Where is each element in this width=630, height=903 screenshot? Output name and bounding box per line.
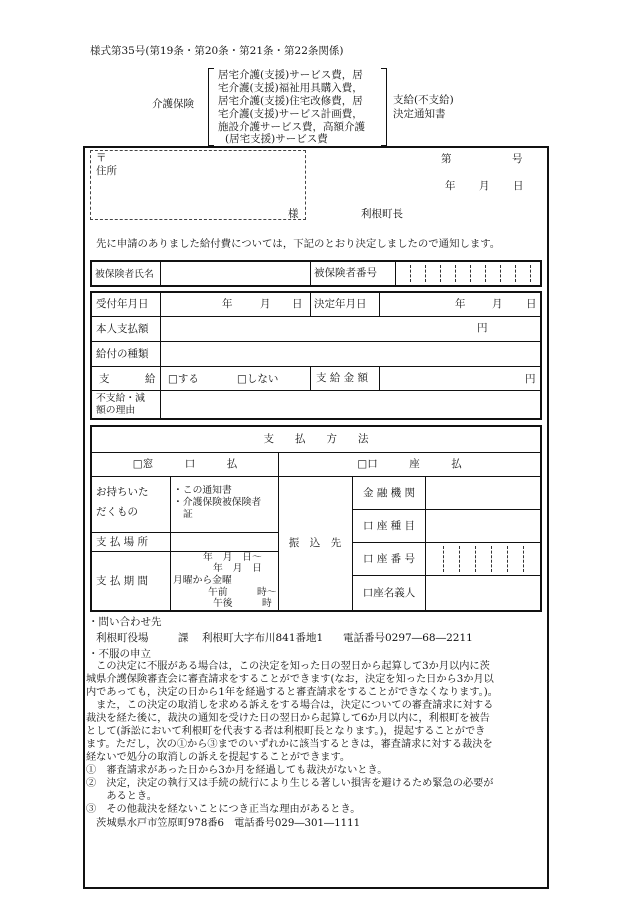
self-pay-yen: 円: [477, 322, 488, 334]
payment-label: 給: [145, 373, 156, 385]
objection-line: 内であっても，決定の日から1年を経過すると審査請求をすることができなくなります。)。: [86, 687, 498, 698]
intro-text: 先に申請のありました給付費については，下記のとおり決定しましたので通知します。: [96, 238, 501, 250]
objection-line: ① 審査請求があった日から3か月を経過しても裁決がないとき。: [86, 765, 388, 776]
objection-line: あるとき。: [86, 791, 157, 802]
payment-no-checkbox[interactable]: □しない: [237, 373, 279, 385]
objection-line: ③ その他裁決を経ないことにつき正当な理由があるとき。: [86, 804, 361, 815]
number-suffix: 号: [512, 153, 523, 165]
address-label: 住所: [96, 165, 117, 177]
account-holder-label: 口座名義人: [362, 586, 416, 599]
receipt-month: 月: [260, 298, 271, 310]
objection-line: ② 決定，決定の執行又は手続の続行により生じる著しい損害を避けるため緊急の必要が: [86, 778, 494, 789]
bring-item: ・介護保険被保険者: [173, 497, 262, 508]
title-service-line: 居宅介護(支援)住宅改修費，居: [218, 95, 363, 107]
benefit-type-label: 給付の種類: [96, 347, 149, 360]
transfer-label: 振 込 先: [288, 537, 342, 549]
receipt-date-label: 受付年月日: [96, 298, 149, 310]
period-line: 年 月 日～: [203, 552, 262, 563]
amount-label: 支 給 金 額: [316, 372, 369, 384]
insured-number-label: 被保険者番号: [314, 267, 377, 279]
account-payment-option[interactable]: □口 座 払: [357, 458, 462, 470]
window-payment-option[interactable]: □窓 口 払: [132, 458, 238, 470]
decision-date-label: 決定年月日: [314, 298, 367, 310]
title-service-line: 宅介護(支援)福祉用具購入費，: [218, 82, 363, 94]
amount-yen: 円: [525, 373, 536, 385]
bring-item: ・この通知書: [173, 485, 232, 496]
payment-label: 支: [99, 373, 110, 385]
receipt-day: 日: [292, 298, 303, 310]
bank-label: 金 融 機 関: [362, 486, 415, 499]
title-service-line: 施設介護サービス費，高額介護: [218, 121, 365, 133]
period-line: 午後 時: [213, 598, 272, 609]
honorific: 様: [288, 208, 299, 220]
payment-method-table: [90, 425, 542, 612]
title-bracket-left: [208, 68, 214, 146]
issue-year: 年: [445, 180, 456, 192]
title-prefix: 介護保険: [152, 98, 194, 110]
payment-period-label: 支 払 期 間: [96, 574, 149, 587]
contact-address: 利根町大字布川841番地1: [202, 632, 324, 644]
number-prefix: 第: [441, 153, 452, 165]
decision-day: 日: [526, 298, 537, 310]
title-service-line: 宅介護(支援)サービス計画費，: [218, 108, 363, 120]
title-service-line: 居宅介護(支援)サービス費，居: [218, 69, 363, 81]
period-line: 月曜から金曜: [173, 575, 232, 586]
bring-label: お持ちいた: [96, 486, 149, 498]
title-suffix: 決定通知書: [393, 108, 446, 120]
objection-heading: ・不服の申立: [88, 648, 151, 660]
objection-line: 裁決を経た後に，裁決の通知を受けた日の翌日から起算して6か月以内に，利根町を被告: [86, 713, 490, 724]
objection-line: 茨城県水戸市笠原町978番6 電話番号029―301―1111: [86, 818, 361, 829]
account-number-label: 口 座 番 号: [362, 552, 415, 565]
decision-year: 年: [455, 298, 466, 310]
issue-month: 月: [479, 180, 490, 192]
address-box: [90, 150, 306, 220]
objection-line: 城県介護保険審査会に審査請求をすることができます(なお，決定を知った日から3か月以: [86, 674, 494, 685]
reason-label: 額の理由: [96, 405, 136, 416]
title-bracket-right: [381, 68, 387, 146]
objection-line: また，この決定の取消しを求める訴えをする場合は，決定についての審査請求に対する: [86, 700, 494, 711]
bring-item: 証: [183, 509, 193, 520]
contact-dept: 課: [178, 632, 189, 644]
period-line: 年 月 日: [213, 563, 262, 574]
payment-method-header: 支 払 方 法: [263, 433, 369, 445]
insured-table: [90, 260, 542, 287]
insured-name-label: 被保険者氏名: [95, 268, 154, 280]
payment-yes-checkbox[interactable]: □する: [168, 373, 199, 385]
objection-line: 経ないで処分の取消しの訴えを提起することができます。: [86, 752, 351, 763]
period-line: 午前 時～: [208, 587, 277, 598]
decision-table: [90, 291, 542, 420]
objection-line: ます。ただし，次の①から③までのいずれかに該当するときは，審査請求に対する裁決を: [86, 739, 493, 750]
postal-mark: 〒: [96, 152, 107, 164]
contact-office: 利根町役場: [96, 632, 149, 644]
reason-label: 不支給・減: [96, 393, 145, 404]
contact-heading: ・問い合わせ先: [88, 616, 162, 628]
title-service-line: (居宅支援)サービス費: [225, 133, 328, 145]
contact-phone: 電話番号0297―68―2211: [343, 632, 473, 644]
receipt-year: 年: [222, 298, 233, 310]
issuer-name: 利根町長: [361, 208, 403, 220]
decision-month: 月: [492, 298, 503, 310]
account-type-label: 口 座 種 目: [362, 519, 415, 532]
bring-label: だくもの: [96, 506, 138, 518]
form-number: 様式第35号(第19条・第20条・第21条・第22条関係): [90, 45, 344, 57]
objection-line: として(訴訟において利根町を代表する者は利根町長となります。)，提起することができ: [86, 726, 486, 737]
title-suffix: 支給(不支給): [393, 94, 454, 106]
issue-day: 日: [513, 180, 524, 192]
self-pay-label: 本人支払額: [96, 322, 149, 335]
payment-place-label: 支 払 場 所: [96, 535, 149, 548]
objection-line: この決定に不服がある場合は，この決定を知った日の翌日から起算して3か月以内に茨: [86, 661, 490, 672]
